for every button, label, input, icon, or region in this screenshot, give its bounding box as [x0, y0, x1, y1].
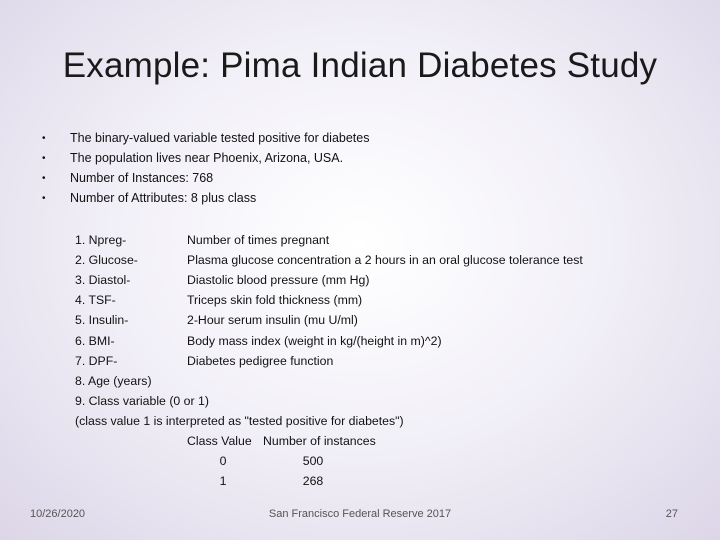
class-table-row [75, 451, 583, 471]
bullet-item [42, 148, 369, 168]
footer-source: San Francisco Federal Reserve 2017 [268, 508, 452, 520]
bullet-item [42, 168, 369, 188]
attribute-description: 2-Hour serum insulin (mu U/ml) [187, 313, 358, 328]
class-variable-line: 9. Class variable (0 or 1) [75, 393, 209, 408]
attribute-row [75, 330, 583, 350]
class-note-line: (class value 1 is interpreted as "tested positive for diabetes") [75, 413, 404, 428]
attribute-row [75, 270, 583, 290]
bullet-dot: • [42, 152, 46, 164]
bullet-list [42, 128, 369, 208]
slide-title: Example: Pima Indian Diabetes Study [62, 46, 658, 85]
attribute-description: Triceps skin fold thickness (mm) [187, 293, 363, 308]
class-table-row [75, 471, 583, 491]
bullet-dot: • [42, 192, 46, 204]
bullet-text: The population lives near Phoenix, Arizona, USA. [70, 151, 344, 165]
attribute-row [75, 230, 583, 250]
attribute-description: Plasma glucose concentration a 2 hours in an oral glucose tolerance test [187, 253, 583, 268]
attribute-name: 5. Insulin- [75, 313, 129, 328]
attribute-description: Body mass index (weight in kg/(height in m)^2) [187, 333, 442, 348]
bullet-text: Number of Instances: 768 [70, 171, 214, 185]
class-value-cell: 1 [219, 474, 227, 489]
attribute-name: 4. TSF- [75, 293, 116, 308]
attribute-description: Number of times pregnant [187, 233, 330, 248]
bullet-item [42, 128, 369, 148]
class-table-header [75, 431, 583, 451]
age-line: 8. Age (years) [75, 373, 152, 388]
class-value-header: Class Value [187, 433, 252, 448]
bullet-text: Number of Attributes: 8 plus class [70, 191, 257, 205]
instances-header: Number of instances [263, 433, 376, 448]
attribute-list [75, 230, 583, 491]
page-number: 27 [665, 508, 678, 520]
bullet-dot: • [42, 172, 46, 184]
attribute-row [75, 351, 583, 371]
attribute-name: 3. Diastol- [75, 273, 131, 288]
attribute-name: 1. Npreg- [75, 233, 127, 248]
attribute-row [75, 290, 583, 310]
attribute-row [75, 310, 583, 330]
instances-cell: 500 [302, 454, 324, 469]
footer-date: 10/26/2020 [30, 508, 86, 520]
bullet-item [42, 188, 369, 208]
attribute-name: 6. BMI- [75, 333, 115, 348]
bullet-text: The binary-valued variable tested positive for diabetes [70, 131, 370, 145]
attribute-row [75, 250, 583, 270]
bullet-dot: • [42, 132, 46, 144]
instances-cell: 268 [302, 474, 324, 489]
attribute-description: Diabetes pedigree function [187, 353, 334, 368]
class-value-cell: 0 [219, 454, 227, 469]
attribute-description: Diastolic blood pressure (mm Hg) [187, 273, 370, 288]
attribute-name: 2. Glucose- [75, 253, 138, 268]
attribute-name: 7. DPF- [75, 353, 118, 368]
